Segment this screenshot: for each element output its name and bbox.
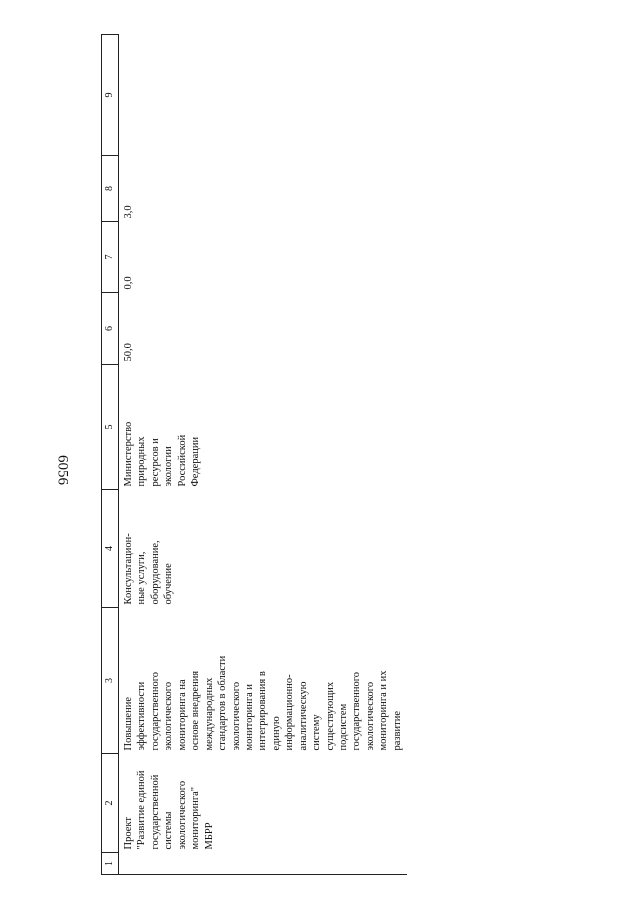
value-col-6-cell: 50,0 <box>123 343 134 362</box>
budget-table <box>101 34 407 875</box>
col-header-8: 8 <box>102 156 119 222</box>
value-col-8-cell: 3,0 <box>123 205 134 219</box>
page-number: 6056 <box>54 455 71 485</box>
rotated-table-container <box>101 35 407 875</box>
col-header-9: 9 <box>102 35 119 156</box>
project-name-cell: Проект "Развитие единой государственной системы экологического мониторинга" МБРР <box>123 770 215 850</box>
col-header-1: 1 <box>102 853 119 875</box>
col-header-5: 5 <box>102 365 119 490</box>
ministry-cell: Министерство природных ресурсов и экологии Российской Федерации <box>123 421 202 487</box>
col-header-3: 3 <box>102 608 119 754</box>
column-number-row <box>102 35 119 875</box>
services-cell: Консультацион- ные услуги, оборудование, обучение <box>123 533 175 605</box>
col-header-4: 4 <box>102 490 119 608</box>
col-header-6: 6 <box>102 293 119 365</box>
value-col-7-cell: 0,0 <box>123 276 134 290</box>
col-header-2: 2 <box>102 754 119 853</box>
cell-col-1 <box>119 853 408 875</box>
project-goal-cell: Повышение эффективности государственного экологического мониторинга на основе внедрения международных стандартов в области экологического мониторинга и интегрирования в единую информационно- аналитическую систему существующих подсистем государственного экологического мониторинга и их развитие <box>123 655 403 751</box>
col-header-7: 7 <box>102 222 119 293</box>
table-row <box>119 35 408 875</box>
cell-col-9 <box>119 35 408 156</box>
